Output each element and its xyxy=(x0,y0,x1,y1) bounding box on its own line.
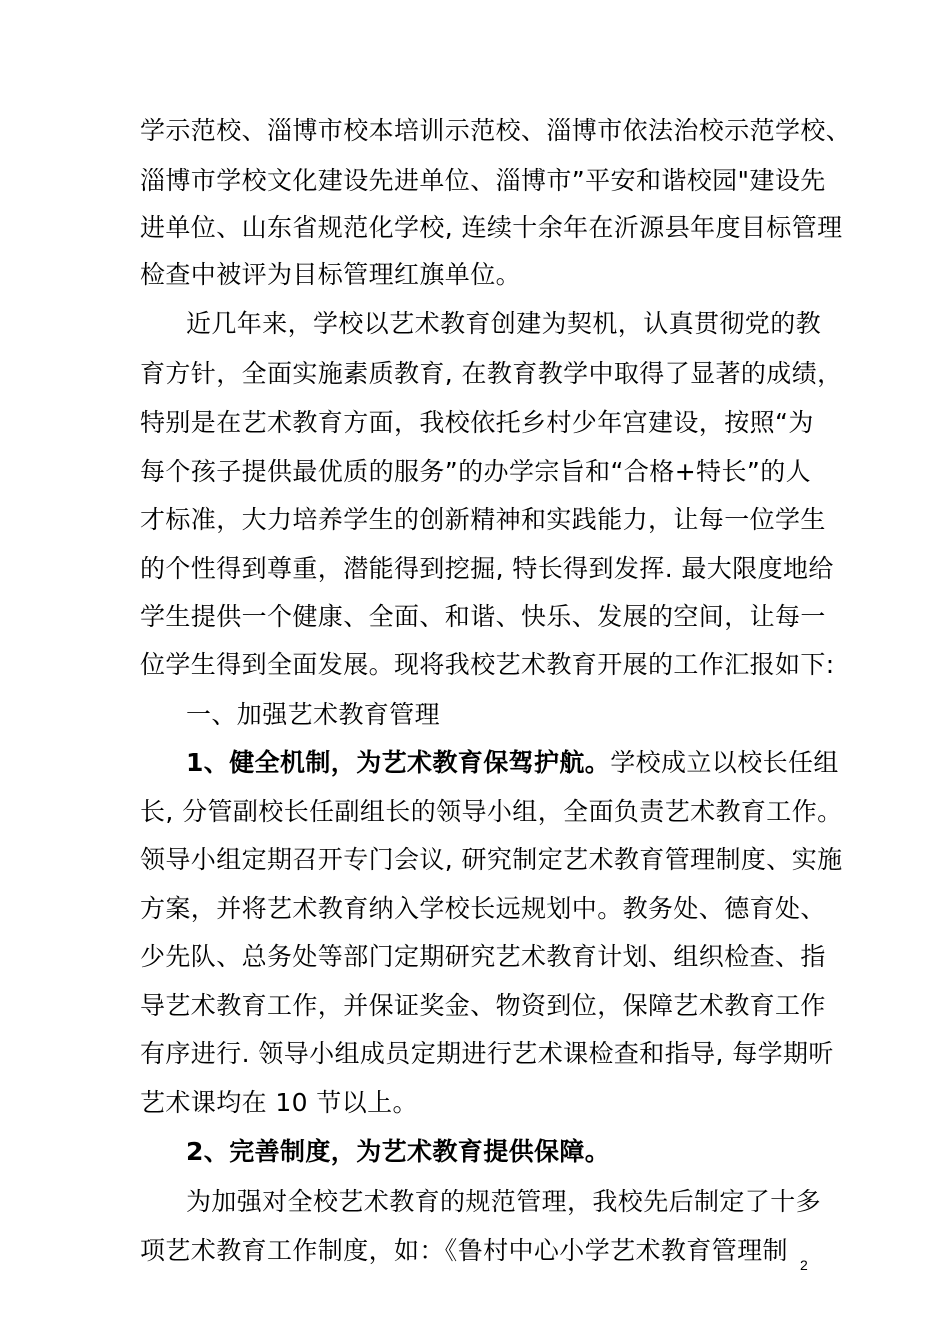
item1-title: 1、健全机制，为艺术教育保驾护航。 xyxy=(186,748,611,777)
paragraph-line: 艺术课均在 10 节以上。 xyxy=(140,1088,418,1117)
paragraph-line: 项艺术教育工作制度，如：《鲁村中心小学艺术教育管理制 xyxy=(140,1236,788,1265)
paragraph-line: 方案，并将艺术教育纳入学校长远规划中。教务处、德育处、 xyxy=(140,894,826,923)
paragraph-line: 每个孩子提供最优质的服务”的办学宗旨和“合格+特长”的人 xyxy=(140,457,812,486)
item2-title: 2、完善制度，为艺术教育提供保障。 xyxy=(186,1137,611,1166)
paragraph-line: 领导小组定期召开专门会议, 研究制定艺术教育管理制度、实施 xyxy=(140,845,843,874)
paragraph-line: 有序进行. 领导小组成员定期进行艺术课检查和指导, 每学期听 xyxy=(140,1039,834,1068)
paragraph-line: 为加强对全校艺术教育的规范管理，我校先后制定了十多 xyxy=(186,1187,822,1216)
item1-first-line xyxy=(186,745,876,781)
paragraph-line: 少先队、总务处等部门定期研究艺术教育计划、组织检查、指 xyxy=(140,942,826,971)
paragraph-line: 的个性得到尊重，潜能得到挖掘, 特长得到发挥. 最大限度地给 xyxy=(140,554,834,583)
paragraph-line: 才标准，大力培养学生的创新精神和实践能力，让每一位学生 xyxy=(140,505,826,534)
paragraph-line: 进单位、山东省规范化学校, 连续十余年在沂源县年度目标管理 xyxy=(140,213,843,242)
paragraph-line: 学示范校、淄博市校本培训示范校、淄博市依法治校示范学校、 xyxy=(140,116,852,145)
section-heading: 一、加强艺术教育管理 xyxy=(186,700,441,729)
paragraph-line: 长, 分管副校长任副组长的领导小组，全面负责艺术教育工作。 xyxy=(140,797,843,826)
item1-first-rest: 学校成立以校长任组 xyxy=(610,748,839,777)
paragraph-line: 育方针，全面实施素质教育, 在教育教学中取得了显著的成绩， xyxy=(140,359,843,388)
paragraph-line: 特别是在艺术教育方面，我校依托乡村少年宫建设，按照“为 xyxy=(140,408,814,437)
paragraph-line: 淄博市学校文化建设先进单位、淄博市”平安和谐校园"建设先 xyxy=(140,166,826,195)
paragraph-line: 近几年来，学校以艺术教育创建为契机，认真贯彻党的教 xyxy=(186,309,822,338)
paragraph-line: 位学生得到全面发展。现将我校艺术教育开展的工作汇报如下: xyxy=(140,650,835,679)
paragraph-line: 导艺术教育工作，并保证奖金、物资到位，保障艺术教育工作 xyxy=(140,991,826,1020)
paragraph-line: 学生提供一个健康、全面、和谐、快乐、发展的空间，让每一 xyxy=(140,602,826,631)
page-number: 2 xyxy=(800,1257,808,1273)
paragraph-line: 检查中被评为目标管理红旗单位。 xyxy=(140,260,522,289)
